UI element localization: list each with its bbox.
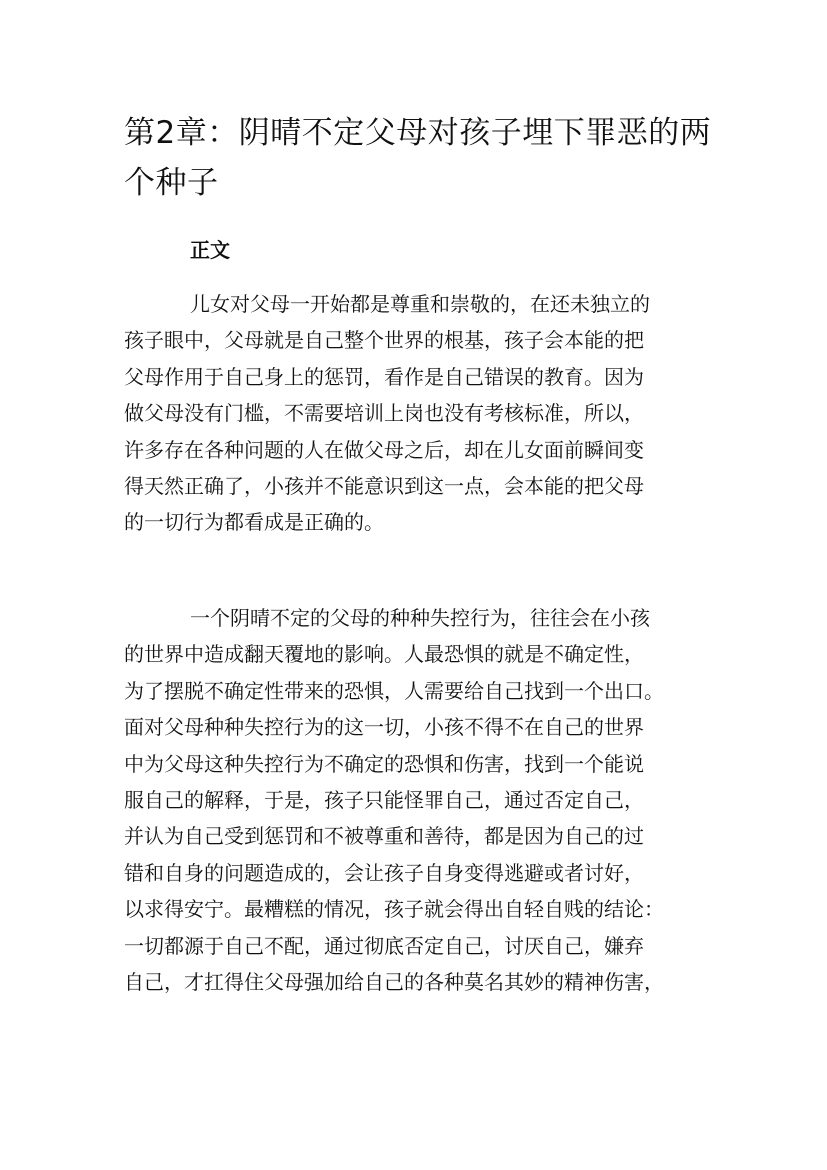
section-label: 正文 [190,238,230,262]
paragraph-line: 以求得安宁。最糟糕的情况，孩子就会得出自轻自贱的结论： [124,897,664,922]
paragraph-line: 并认为自己受到惩罚和不被尊重和善待，都是因为自己的过 [124,824,644,849]
paragraph-line: 错和自身的问题造成的，会让孩子自身变得逃避或者讨好， [124,860,644,885]
paragraph-line: 一切都源于自己不配，通过彻底否定自己，讨厌自己，嫌弃 [124,933,644,958]
paragraph-line: 做父母没有门槛，不需要培训上岗也没有考核标准，所以， [124,401,644,426]
paragraph-2 [124,600,724,1000]
paragraph-line: 自己，才扛得住父母强加给自己的各种莫名其妙的精神伤害， [124,970,664,995]
paragraph-line: 孩子眼中，父母就是自己整个世界的根基，孩子会本能的把 [124,328,644,353]
paragraph-line: 服自己的解释，于是，孩子只能怪罪自己，通过否定自己， [124,788,644,813]
chapter-title-line: 个种子 [124,165,219,201]
paragraph-line: 中为父母这种失控行为不确定的恐惧和伤害，找到一个能说 [124,751,644,776]
paragraph-line: 的世界中造成翻天覆地的影响。人最恐惧的就是不确定性， [124,642,644,667]
paragraph-line: 儿女对父母一开始都是尊重和崇敬的，在还未独立的 [190,292,650,316]
paragraph-line: 许多存在各种问题的人在做父母之后，却在儿女面前瞬间变 [124,437,644,462]
paragraph-line: 的一切行为都看成是正确的。 [124,510,384,535]
chapter-title-line: 第2章：阴晴不定父母对孩子埋下罪恶的两 [124,115,712,151]
chapter-title [124,108,724,208]
paragraph-line: 一个阴晴不定的父母的种种失控行为，往往会在小孩 [190,606,650,630]
paragraph-line: 为了摆脱不确定性带来的恐惧，人需要给自己找到一个出口。 [124,678,664,703]
paragraph-line: 面对父母种种失控行为的这一切，小孩不得不在自己的世界 [124,715,644,740]
paragraph-line: 得天然正确了，小孩并不能意识到这一点，会本能的把父母 [124,474,644,499]
paragraph-1 [124,286,724,541]
paragraph-line: 父母作用于自己身上的惩罚，看作是自己错误的教育。因为 [124,364,644,389]
